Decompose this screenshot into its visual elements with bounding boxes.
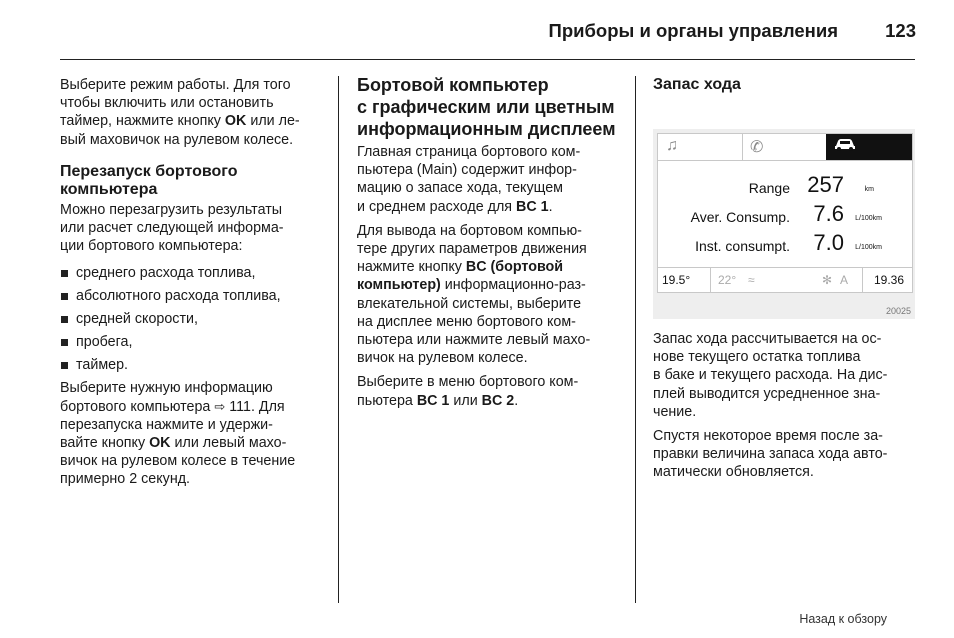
bullet-icon xyxy=(61,339,68,346)
menu-select-paragraph: Выберите в меню бортового ком- пьютера BC 1 или BC 2. xyxy=(357,374,579,409)
ok-button-ref: OK xyxy=(224,113,247,130)
display-tab-bar xyxy=(658,134,912,161)
list-item: средней скорости, xyxy=(60,310,328,328)
phone-icon: ✆ xyxy=(750,139,764,156)
fan-mode: A xyxy=(840,273,849,287)
column-1 xyxy=(60,76,328,495)
refuel-paragraph: Спустя некоторое время после за- правки величина запаса хода авто- матически обновляется. xyxy=(653,428,888,481)
other-params-paragraph: Для вывода на бортовом компью- тере других параметров движения нажмите кнопку BC (бортовой компьютер) информационно-раз- влекательной системы, выберите на дисплее меню бортового ком- пьютера или нажмите левый махо- вичок на рулевом колесе. xyxy=(357,222,591,367)
tab-audio xyxy=(658,134,743,160)
intro-paragraph: Выберите режим работы. Для того чтобы включить или остановить таймер, нажмите кнопку OK или ле- вый маховичок на рулевом колесе. xyxy=(60,77,300,148)
column-3-text xyxy=(653,330,919,488)
column-3 xyxy=(653,76,919,96)
ok-button-ref: OK xyxy=(149,435,171,452)
info-display-screen xyxy=(657,133,913,293)
bullet-icon xyxy=(61,270,68,277)
list-item: таймер. xyxy=(60,356,328,374)
range-display-illustration xyxy=(653,129,915,319)
range-calc-paragraph: Запас хода рассчитывается на ос- нове текущего остатка топлива в баке и текущего расхода. На дис- плей выводится усредненное зна- чение. xyxy=(653,331,888,420)
fan-icon: ✻ xyxy=(822,273,833,287)
reset-paragraph: Можно перезагрузить результаты или расчет следующей информа- ции бортового компьютера: xyxy=(60,201,284,255)
average-consumption-row: Aver. Consump. 7.6 L/100km xyxy=(690,201,882,226)
page-reference-link[interactable]: 111. Для xyxy=(225,398,285,415)
range-row: Range 257 km xyxy=(748,172,874,197)
section-heading: Бортовой компьютер с графическим или цветным информационным дисплеем xyxy=(357,75,616,139)
music-note-icon: ♫ xyxy=(666,137,678,154)
column-divider xyxy=(635,76,636,603)
display-status-bar xyxy=(658,267,912,292)
column-divider xyxy=(338,76,339,603)
seat-heating-icon: ≈ xyxy=(748,273,755,287)
reset-items-list xyxy=(60,264,328,374)
outside-temperature: 19.5° xyxy=(662,273,691,287)
tab-vehicle xyxy=(826,134,912,160)
instant-consumption-row: Inst. consumpt. 7.0 L/100km xyxy=(695,230,882,255)
illustration-code: 20025 xyxy=(885,306,911,316)
list-item: среднего расхода топлива, xyxy=(60,264,328,282)
clock: 19.36 xyxy=(874,273,905,287)
bullet-icon xyxy=(61,362,68,369)
select-paragraph: Выберите нужную информацию бортового компьютера ⇨ 111. Для перезапуска нажмите и удержи- вайте кнопку OK или левый махо- вичок на рулевом колесе в течение примерно 2 секунд. xyxy=(60,380,296,488)
section-heading: Запас хода xyxy=(653,76,741,93)
tab-phone xyxy=(742,134,827,160)
car-icon xyxy=(832,136,858,157)
header-divider xyxy=(60,59,915,60)
section-heading: Перезапуск бортового компьютера xyxy=(60,162,238,198)
main-page-paragraph: Главная страница бортового ком- пьютера (Main) содержит инфор- мацию о запасе хода, текущем и среднем расходе для BC 1. xyxy=(357,144,581,215)
back-to-overview-link[interactable]: Назад к обзору xyxy=(799,612,887,626)
list-item: пробега, xyxy=(60,333,328,351)
bullet-icon xyxy=(61,316,68,323)
inside-temperature: 22° xyxy=(718,273,737,287)
page-reference-arrow-icon: ⇨ xyxy=(214,398,226,414)
page-number: 123 xyxy=(885,20,916,41)
column-2 xyxy=(357,76,625,416)
list-item: абсолютного расхода топлива, xyxy=(60,287,328,305)
section-title: Приборы и органы управления xyxy=(548,20,838,41)
bullet-icon xyxy=(61,293,68,300)
